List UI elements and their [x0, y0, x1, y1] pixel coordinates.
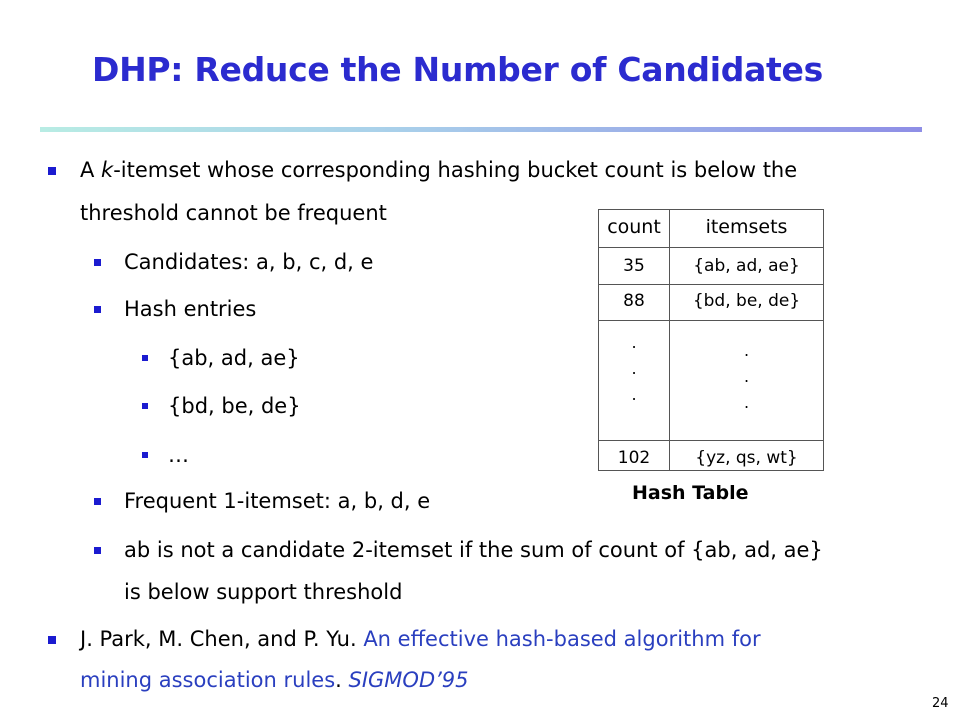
bullet-text: Candidates: a, b, c, d, e	[124, 250, 374, 274]
bullet-entry-2	[168, 387, 301, 425]
bullet-entry-1	[168, 339, 300, 377]
bullet-square-icon	[94, 259, 101, 266]
reference-venue: SIGMOD’95	[348, 668, 469, 692]
bullet-frequent	[124, 482, 430, 520]
bullet-text-k: k	[101, 158, 114, 182]
bullet-text: {bd, be, de}	[168, 394, 301, 418]
table-row-divider	[599, 440, 823, 441]
bullet-square-icon	[94, 498, 101, 505]
slide-title: DHP: Reduce the Number of Candidates	[92, 50, 823, 89]
bullet-square-icon	[94, 547, 101, 554]
table-cell-itemsets: {yz, qs, wt}	[695, 448, 798, 468]
bullet-reference-line2	[80, 661, 469, 699]
table-header-itemsets: itemsets	[705, 216, 788, 238]
bullet-text: …	[168, 443, 189, 467]
reference-title-link-cont[interactable]: mining association rules	[80, 668, 336, 692]
bullet-text: {ab, ad, ae}	[168, 346, 300, 370]
bullet-text: Hash entries	[124, 297, 257, 321]
table-row-divider	[599, 247, 823, 248]
table-cell-count: 35	[623, 256, 645, 276]
bullet-text: ab is not a candidate 2-itemset if the sum of count of {ab, ad, ae}	[124, 538, 823, 562]
bullet-ab-candidate	[124, 531, 823, 569]
bullet-candidates	[124, 243, 373, 281]
reference-title-link[interactable]: An effective hash-based algorithm for	[363, 627, 761, 651]
bullet-k-itemset-line2: threshold cannot be frequent	[80, 201, 387, 225]
hash-table	[598, 209, 824, 471]
bullet-hash-entries	[124, 290, 256, 328]
bullet-k-itemset	[80, 151, 797, 189]
table-ellipsis-dots: . . .	[631, 333, 637, 404]
bullet-text-post: -itemset whose corresponding hashing bucket count is below the	[113, 158, 798, 182]
table-row-divider	[599, 284, 823, 285]
reference-period: .	[335, 668, 349, 692]
bullet-ab-candidate-line2: is below support threshold	[124, 580, 403, 604]
table-cell-itemsets: {bd, be, de}	[692, 291, 801, 311]
table-cell-count: 88	[623, 291, 645, 311]
bullet-square-icon	[142, 403, 148, 409]
reference-authors: J. Park, M. Chen, and P. Yu.	[80, 627, 364, 651]
bullet-entry-3	[168, 436, 189, 474]
bullet-text-pre: A	[80, 158, 102, 182]
bullet-square-icon	[94, 306, 101, 313]
table-ellipsis-dots: . . .	[743, 341, 750, 412]
bullet-text: Frequent 1-itemset: a, b, d, e	[124, 489, 431, 513]
table-cell-count: 102	[617, 448, 651, 468]
table-row-divider	[599, 320, 823, 321]
table-header-count: count	[607, 216, 661, 238]
bullet-square-icon	[48, 636, 56, 644]
hash-table-caption: Hash Table	[632, 482, 749, 504]
bullet-square-icon	[48, 167, 56, 175]
table-cell-itemsets: {ab, ad, ae}	[693, 256, 800, 276]
bullet-square-icon	[142, 355, 148, 361]
bullet-square-icon	[142, 452, 148, 458]
bullet-reference	[80, 620, 761, 658]
page-number: 24	[932, 696, 949, 711]
